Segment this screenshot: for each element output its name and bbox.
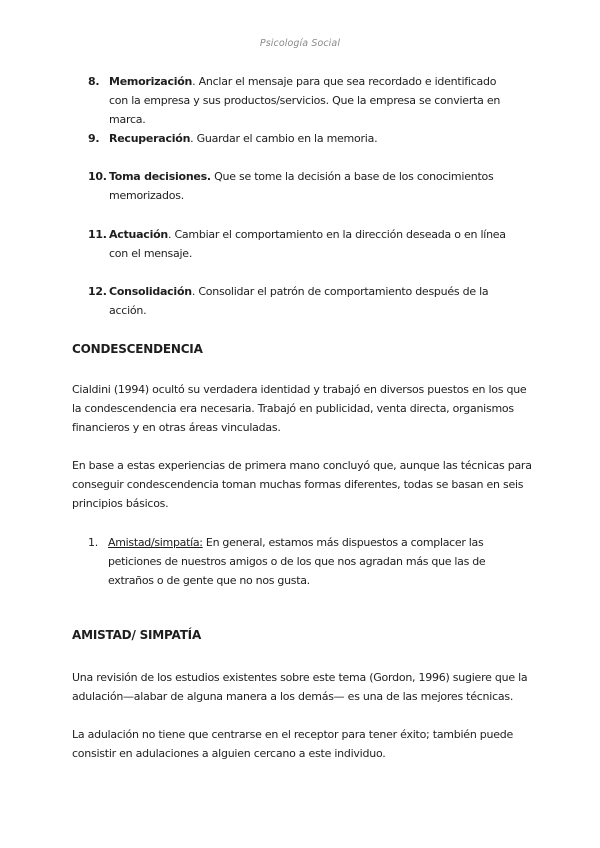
list-item-11 (88, 225, 518, 263)
list-item-10 (88, 167, 518, 205)
list-number: 9. (88, 132, 100, 145)
paragraph-adulacion: La adulación no tiene que centrarse en el receptor para tener éxito; también puede consistir en adulaciones a alguien cercano a este individuo. (72, 728, 514, 760)
section-heading-condescendencia: CONDESCENDENCIA (72, 342, 203, 356)
list-term: Recuperación (109, 132, 191, 145)
list-term: Toma decisiones. (109, 170, 211, 183)
list-text: . Guardar el cambio en la memoria. (190, 132, 378, 145)
list-text: . Consolidar el patrón de comportamiento después de la acción. (109, 285, 489, 317)
section-heading-amistad: AMISTAD/ SIMPATÍA (72, 628, 202, 642)
list-term: Memorización (109, 75, 193, 88)
list-term: Consolidación (109, 285, 192, 298)
list-text: Que se tome la decisión a base de los conocimientos memorizados. (109, 170, 494, 202)
list-term: Actuación (109, 228, 168, 241)
list-number: 1. (88, 536, 98, 549)
list-number: 12. (88, 285, 107, 298)
list-term: Amistad/simpatía: (108, 536, 203, 549)
list-item-amistad (88, 533, 530, 590)
list-item-9 (88, 129, 518, 148)
list-number: 11. (88, 228, 107, 241)
list-text: . Anclar el mensaje para que sea recordado e identificado con la empresa y sus productos/servicios. Que la empresa se convierta en marca. (109, 75, 501, 126)
running-header: Psicología Social (259, 38, 341, 49)
list-number: 8. (88, 75, 100, 88)
list-text: . Cambiar el comportamiento en la dirección deseada o en línea con el mensaje. (109, 228, 506, 260)
list-item-12 (88, 282, 518, 320)
list-number: 10. (88, 170, 107, 183)
list-item-8 (88, 72, 518, 129)
list-text: En general, estamos más dispuestos a complacer las peticiones de nuestros amigos o de los que nos agradan más que las de extraños o de gente que no nos gusta. (108, 536, 486, 587)
paragraph-experiencias: En base a estas experiencias de primera mano concluyó que, aunque las técnicas para conseguir condescendencia toman muchas formas diferentes, todas se basan en seis principios básicos. (72, 459, 532, 510)
paragraph-revision: Una revisión de los estudios existentes sobre este tema (Gordon, 1996) sugiere que la adulación—alabar de alguna manera a los demás— es una de las mejores técnicas. (72, 671, 528, 703)
paragraph-cialdini: Cialdini (1994) ocultó su verdadera identidad y trabajó en diversos puestos en los que la condescendencia era necesaria. Trabajó en publicidad, venta directa, organismos financieros y en otras áreas vinculadas. (72, 383, 527, 434)
